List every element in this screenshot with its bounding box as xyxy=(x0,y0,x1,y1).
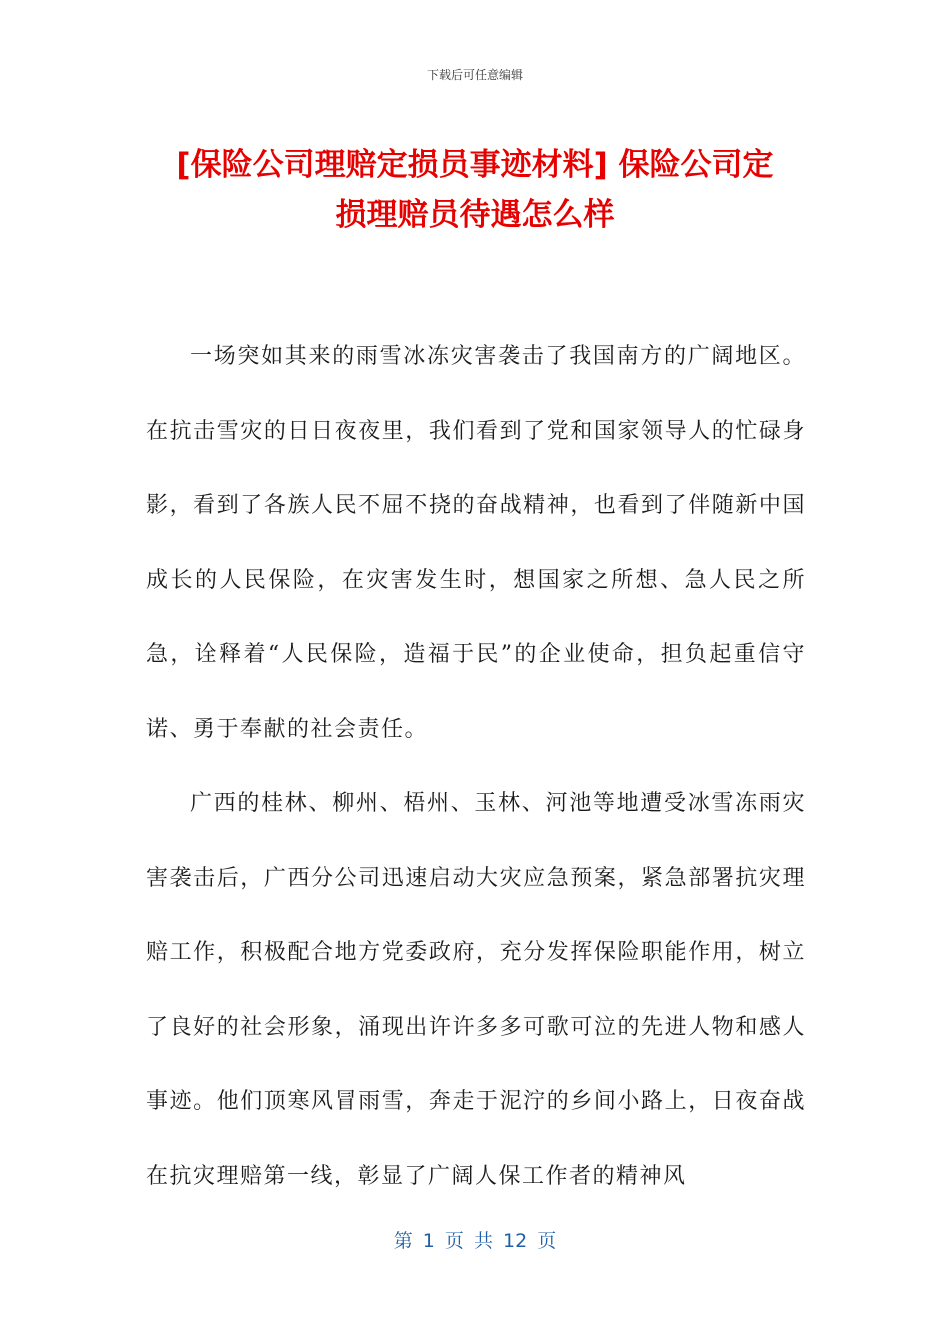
footer-mid: 页 共 xyxy=(444,1230,493,1252)
document-title xyxy=(120,140,830,240)
header-note: 下载后可任意编辑 xyxy=(426,68,523,82)
title-line-1: [保险公司理赔定损员事迹材料] 保险公司定 xyxy=(176,147,774,183)
title-line-2: 损理赔员待遇怎么样 xyxy=(335,197,615,233)
paragraph-1: 一场突如其来的雨雪冰冻灾害袭击了我国南方的广阔地区。在抗击雪灾的日日夜夜里，我们看到了党和国家领导人的忙碌身影，看到了各族人民不屈不挠的奋战精神，也看到了伴随新中国成长的人民保险，在灾害发生时，想国家之所想、急人民之所急，诠释着“人民保险，造福于民”的企业使命，担负起重信守诺、勇于奉献的社会责任。 xyxy=(146,344,806,742)
paragraph-2: 广西的桂林、柳州、梧州、玉林、河池等地遭受冰雪冻雨灾害袭击后，广西分公司迅速启动大灾应急预案，紧急部署抗灾理赔工作，积极配合地方党委政府，充分发挥保险职能作用，树立了良好的社会形象，涌现出许许多多可歌可泣的先进人物和感人事迹。他们顶寒风冒雨雪，奔走于泥泞的乡间小路上，日夜奋战在抗灾理赔第一线，彰显了广阔人保工作者的精神风 xyxy=(146,791,806,1189)
footer-suffix: 页 xyxy=(537,1230,557,1252)
footer-prefix: 第 xyxy=(393,1230,413,1252)
footer-page-number: 1 xyxy=(422,1230,435,1252)
page-footer xyxy=(0,1226,950,1253)
footer-page-total: 12 xyxy=(503,1230,528,1252)
document-body xyxy=(146,320,806,1214)
